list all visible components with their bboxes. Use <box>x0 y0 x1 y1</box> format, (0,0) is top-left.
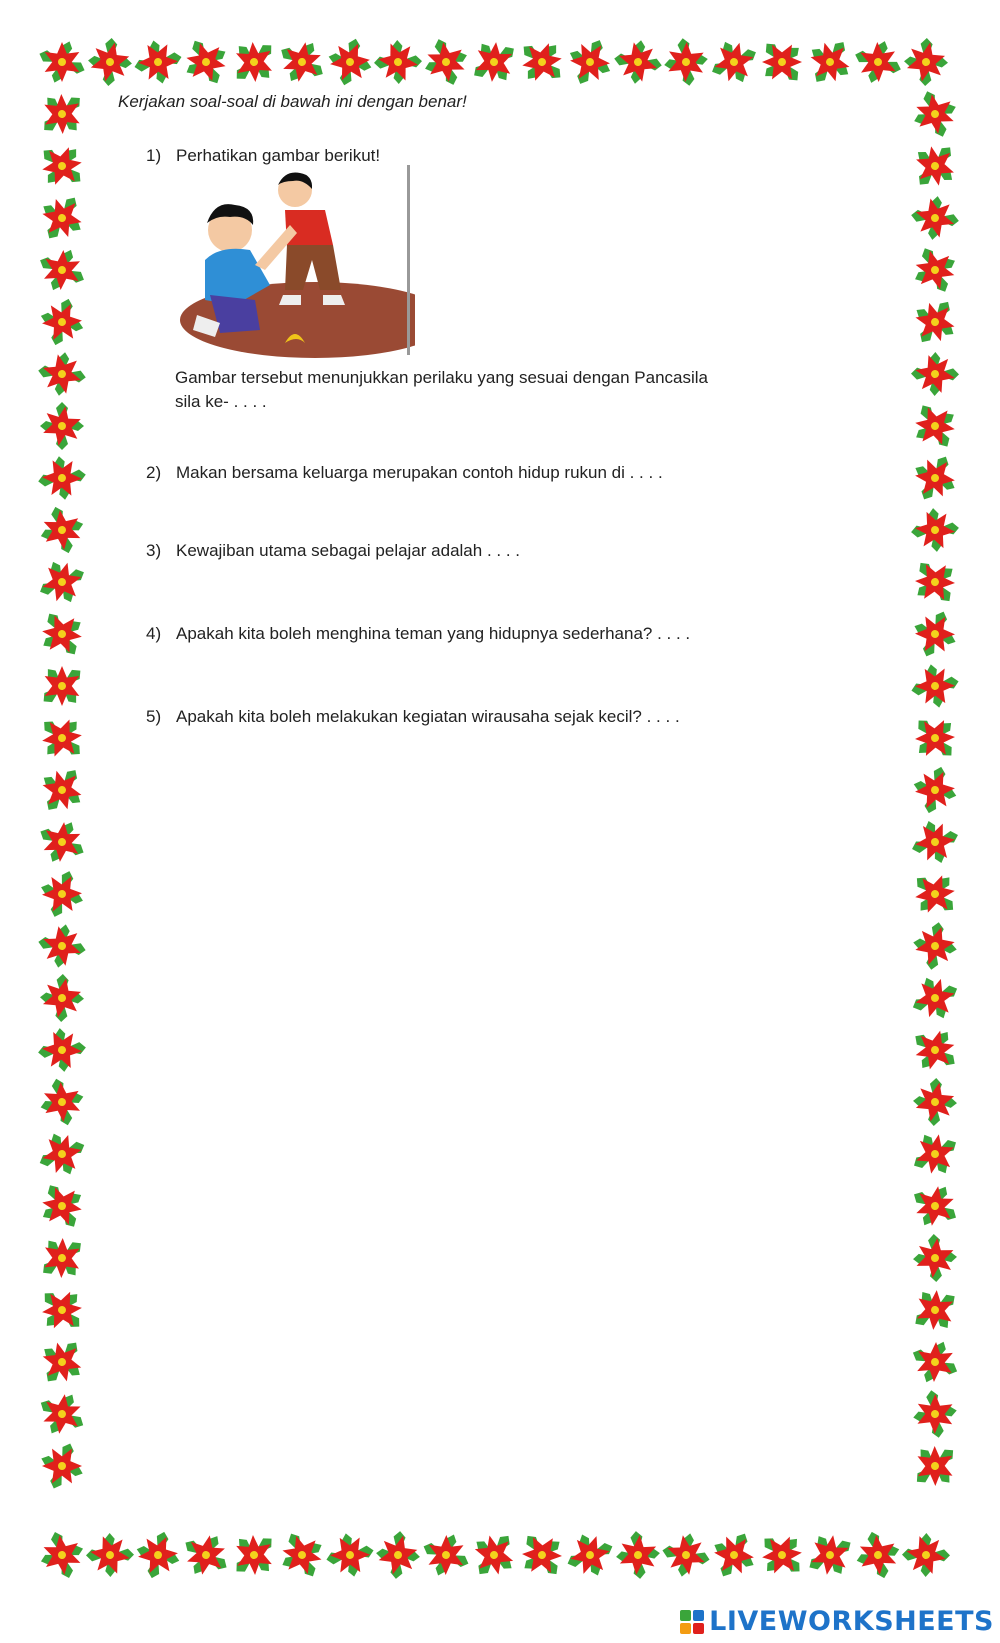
poinsettia-flower <box>33 395 92 457</box>
poinsettia-flower <box>853 39 904 85</box>
poinsettia-flower <box>751 1525 814 1585</box>
poinsettia-flower <box>317 1523 382 1587</box>
poinsettia-flower <box>370 1525 426 1584</box>
poinsettia-flower <box>30 654 93 719</box>
poinsettia-flower <box>274 36 330 89</box>
question-2-number: 2) <box>146 463 162 482</box>
poinsettia-flower <box>39 869 85 920</box>
poinsettia-flower <box>367 32 429 92</box>
poinsettia-flower <box>29 1121 96 1187</box>
poinsettia-flower <box>802 33 857 92</box>
poinsettia-flower <box>701 29 767 95</box>
question-2-text: Makan bersama keluarga merupakan contoh hidup rukun di . . . . <box>176 463 663 482</box>
question-1-followup: Gambar tersebut menunjukkan perilaku yang sesuai dengan Pancasila sila ke- . . . . <box>175 368 708 411</box>
poinsettia-flower <box>40 1441 85 1490</box>
poinsettia-flower <box>509 1523 575 1587</box>
poinsettia-flower <box>902 965 969 1031</box>
poinsettia-flower <box>902 1121 968 1188</box>
poinsettia-flower <box>223 30 285 94</box>
poinsettia-flower <box>658 1529 714 1581</box>
poinsettia-flower <box>31 708 93 768</box>
poinsettia-flower <box>903 1277 968 1343</box>
poinsettia-flower <box>34 1332 91 1392</box>
poinsettia-flower <box>421 1532 471 1578</box>
poinsettia-flower <box>903 707 967 769</box>
poinsettia-flower <box>34 761 89 820</box>
poinsettia-flower <box>38 296 86 348</box>
question-5 <box>146 707 726 727</box>
poinsettia-flower <box>906 135 964 196</box>
poinsettia-flower <box>904 864 966 923</box>
poinsettia-flower <box>29 1173 95 1239</box>
poinsettia-flower <box>557 1522 624 1588</box>
poinsettia-flower <box>35 1388 90 1439</box>
poinsettia-flower <box>413 29 479 95</box>
poinsettia-flower <box>34 920 90 973</box>
poinsettia-flower <box>906 191 964 246</box>
poinsettia-flower <box>29 497 94 563</box>
poinsettia-flower <box>908 918 961 975</box>
poinsettia-flower <box>910 451 960 505</box>
poinsettia-flower <box>566 36 614 88</box>
poinsettia-flower <box>31 82 94 146</box>
poinsettia-flower <box>30 447 94 510</box>
question-1-text: Perhatikan gambar berikut! <box>176 146 381 165</box>
poinsettia-flower <box>29 549 95 615</box>
poinsettia-flower <box>461 29 526 95</box>
poinsettia-flower <box>325 35 375 89</box>
poinsettia-flower <box>30 1225 94 1290</box>
poinsettia-flower <box>30 1069 95 1135</box>
poinsettia-flower <box>895 1526 956 1584</box>
poinsettia-flower <box>223 1523 285 1587</box>
poinsettia-flower <box>709 1528 759 1582</box>
poinsettia-flower <box>905 1022 964 1078</box>
poinsettia-flower <box>907 1180 963 1232</box>
poinsettia-flower <box>125 30 190 94</box>
poinsettia-flower <box>906 1072 963 1132</box>
poinsettia-flower <box>35 189 89 246</box>
poinsettia-flower <box>36 246 88 294</box>
question-3-number: 3) <box>146 541 162 560</box>
poinsettia-flower <box>902 809 968 874</box>
poinsettia-flower <box>903 1382 966 1447</box>
poinsettia-flower <box>846 1522 911 1588</box>
question-3-text: Kewajiban utama sebagai pelajar adalah . . . . <box>176 541 521 560</box>
poinsettia-flower <box>609 35 666 89</box>
poinsettia-flower <box>31 137 93 196</box>
poinsettia-flower <box>269 1522 336 1588</box>
poinsettia-flower <box>897 32 955 93</box>
question-4-number: 4) <box>146 624 162 643</box>
poinsettia-flower <box>465 1525 522 1585</box>
question-1-number: 1) <box>146 146 162 165</box>
poinsettia-flower <box>909 1338 960 1385</box>
question-3 <box>146 541 726 561</box>
poinsettia-flower <box>797 1522 863 1588</box>
poinsettia-flower <box>903 499 967 560</box>
question-4-text: Apakah kita boleh menghina teman yang hidupnya sederhana? . . . . <box>176 624 691 643</box>
question-4 <box>146 624 726 644</box>
poinsettia-flower <box>79 1525 141 1584</box>
poinsettia-flower <box>607 1523 668 1587</box>
question-1 <box>146 146 726 166</box>
helping-friend-illustration <box>175 165 415 365</box>
poinsettia-flower <box>33 347 90 401</box>
question-5-number: 5) <box>146 707 162 726</box>
poinsettia-flower <box>29 1522 94 1588</box>
poinsettia-flower <box>902 550 968 614</box>
poinsettia-flower <box>35 817 89 867</box>
poinsettia-flower <box>134 1529 183 1582</box>
poinsettia-flower <box>905 1227 965 1290</box>
liveworksheets-brand[interactable] <box>679 1606 994 1637</box>
poinsettia-flower <box>178 1528 235 1581</box>
poinsettia-flower <box>82 32 139 92</box>
poinsettia-flower <box>902 237 968 303</box>
poinsettia-flower <box>37 40 86 85</box>
poinsettia-flower <box>908 293 963 351</box>
poinsettia-flower <box>902 81 968 147</box>
worksheet-instruction: Kerjakan soal-soal di bawah ini dengan benar! <box>118 92 467 111</box>
poinsettia-flower <box>30 1280 93 1341</box>
poinsettia-flower <box>30 1019 94 1081</box>
poinsettia-flower <box>911 764 960 817</box>
poinsettia-flower <box>29 601 95 667</box>
poinsettia-flower <box>33 968 91 1029</box>
poinsettia-flower <box>511 33 573 92</box>
poinsettia-flower <box>750 30 815 93</box>
poinsettia-flower <box>904 345 965 403</box>
question-5-text: Apakah kita boleh melakukan kegiatan wirausaha sejak kecil? . . . . <box>176 707 680 726</box>
poinsettia-flower <box>655 30 718 94</box>
poinsettia-flower <box>903 1434 966 1499</box>
poinsettia-flower <box>173 29 240 95</box>
poinsettia-flower <box>902 393 968 459</box>
poinsettia-flower <box>912 609 958 659</box>
liveworksheets-wordmark: LIVEWORKSHEETS <box>709 1606 994 1637</box>
liveworksheets-logo-icon <box>679 1609 705 1635</box>
question-2 <box>146 463 726 483</box>
poinsettia-flower <box>902 654 967 718</box>
